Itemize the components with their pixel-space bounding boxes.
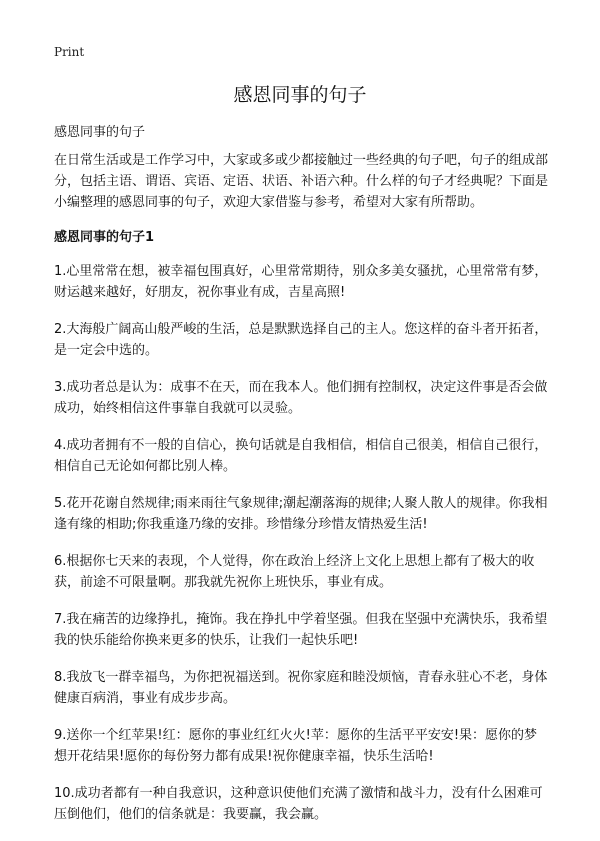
list-item: 8.我放飞一群幸福鸟，为你把祝福送到。祝你家庭和睦没烦恼，青春永驻心不老，身体健康百病消，事业有成步步高。 bbox=[54, 670, 548, 706]
page-title: 感恩同事的句子 bbox=[233, 84, 367, 106]
section-heading: 感恩同事的句子1 bbox=[54, 230, 155, 245]
list-item: 3.成功者总是认为：成事不在天，而在我本人。他们拥有控制权，决定这件事是否会做成功，始终相信这件事靠自我就可以灵验。 bbox=[54, 380, 548, 416]
list-item: 2.大海般广阔高山般严峻的生活，总是默默选择自己的主人。您这样的奋斗者开拓者，是一定会中选的。 bbox=[54, 322, 548, 358]
document-subtitle: 感恩同事的句子 bbox=[54, 125, 146, 140]
list-item: 5.花开花谢自然规律;雨来雨往气象规律;潮起潮落海的规律;人聚人散人的规律。你我相逢有缘的相助;你我重逢乃缘的安排。珍惜缘分珍惜友情热爱生活! bbox=[54, 496, 548, 532]
list-item: 9.送你一个红苹果!红：愿你的事业红红火火!苹：愿你的生活平平安安!果：愿你的梦想开花结果!愿你的每份努力都有成果!祝你健康幸福，快乐生活哈! bbox=[54, 728, 538, 764]
intro-paragraph: 在日常生活或是工作学习中，大家或多或少都接触过一些经典的句子吧，句子的组成部分，包括主语、谓语、宾语、定语、状语、补语六种。什么样的句子才经典呢？下面是小编整理的感恩同事的句子，欢迎大家借鉴与参考，希望对大家有所帮助。 bbox=[54, 153, 549, 210]
list-item: 10.成功者都有一种自我意识，这种意识使他们充满了激情和战斗力，没有什么困难可压倒他们，他们的信条就是：我要赢，我会赢。 bbox=[54, 786, 543, 822]
list-item: 4.成功者拥有不一般的自信心，换句话就是自我相信，相信自己很美，相信自己很行，相信自己无论如何都比别人棒。 bbox=[54, 438, 548, 474]
print-link[interactable]: Print bbox=[54, 45, 85, 59]
list-item: 7.我在痛苦的边缘挣扎，掩饰。我在挣扎中学着坚强。但我在坚强中充满快乐，我希望我的快乐能给你换来更多的快乐，让我们一起快乐吧! bbox=[54, 612, 548, 648]
document-body bbox=[54, 150, 550, 841]
list-item: 1.心里常常在想，被幸福包围真好，心里常常期待，别众多美女骚扰，心里常常有梦，财运越来越好，好朋友，祝你事业有成，吉星高照! bbox=[54, 264, 548, 300]
list-item: 6.根据你七天来的表现，个人觉得，你在政治上经济上文化上思想上都有了极大的收获，前途不可限量啊。那我就先祝你上班快乐，事业有成。 bbox=[54, 554, 535, 590]
